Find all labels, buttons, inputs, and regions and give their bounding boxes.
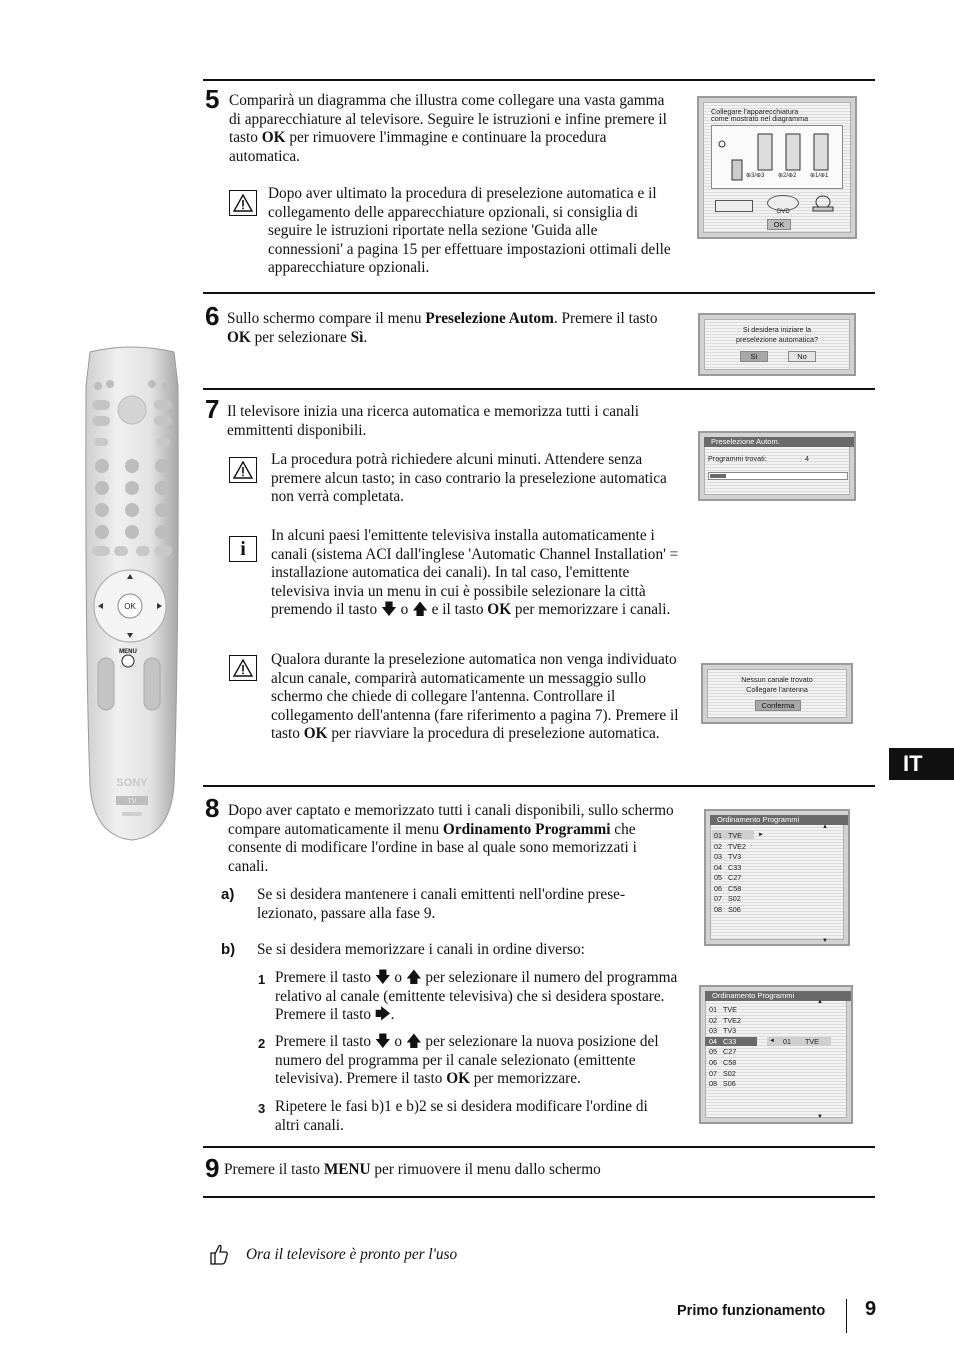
- arrow-up-icon: 🡅: [412, 601, 428, 619]
- program-row: [709, 1037, 736, 1046]
- program-number: 01: [714, 831, 722, 840]
- remote-brand: SONY: [116, 777, 148, 789]
- program-number: 05: [714, 873, 722, 882]
- section-divider: [203, 1196, 875, 1198]
- scart-1-label: ⊕1/⊕1: [810, 173, 829, 179]
- step-8-number: 8: [205, 793, 220, 823]
- step-6-text: Sullo schermo compare il menu Preselezione Autom. Premere il tasto OK per selezionare Sì.: [227, 310, 658, 346]
- program-row: [714, 831, 742, 840]
- progress-bar-fill: [710, 474, 726, 478]
- scart-3-label: ⊕3/⊕3: [746, 173, 765, 179]
- program-name: C58: [723, 1058, 737, 1067]
- program-name: S02: [723, 1068, 736, 1078]
- program-name: TVE: [728, 831, 742, 840]
- remote-ok-label: OK: [124, 602, 136, 611]
- arrow-up-icon: 🡅: [405, 1033, 422, 1050]
- step-7-info-text: In alcuni paesi l'emittente televisiva installa automaticamente i canali (sistema ACI dall'inglese 'Automatic Channel Installation' = installazione automatica dei canali). In tal caso, l'emittente televisiva invia un menu in cui è possibile selezionare la città premendo il tasto 🡇 o 🡅 e il tasto OK per memorizzare i canali.: [271, 527, 679, 619]
- thumbs-up-icon: [208, 1242, 230, 1266]
- substep-1-text: Premere il tasto 🡇 o 🡅 per selezionare il numero del programma relativo al canale (emittente televisiva) che si desidera spostare. Premere il tasto 🡆.: [275, 969, 678, 1024]
- moving-program-name: TVE: [805, 1037, 819, 1046]
- program-row: [709, 1079, 736, 1088]
- program-row: [709, 1026, 736, 1035]
- screen-line: preselezione automatica?: [736, 335, 818, 344]
- tv-rear-panel: [711, 125, 843, 189]
- program-row: [714, 905, 741, 914]
- warning-icon: [229, 655, 257, 681]
- option-b-label: b): [221, 941, 236, 958]
- info-icon: i: [229, 536, 257, 562]
- screen-line: come mostrato nel diagramma: [711, 114, 809, 123]
- moving-program-box: [767, 1037, 831, 1046]
- program-name: TVE2: [723, 1015, 741, 1025]
- warning-icon: [229, 190, 257, 216]
- program-number: 04: [714, 862, 722, 872]
- vcr-icon: [715, 200, 753, 212]
- dvd-label: DVD: [777, 209, 790, 215]
- option-a-text: Se si desidera mantenere i canali emittenti nell'ordine prese-lezionato, passare alla fase 9.: [257, 886, 626, 922]
- step-8-text: Dopo aver captato e memorizzato tutti i canali disponibili, sullo schermo compare automaticamente il menu Ordinamento Programmi che consente di modificare l'ordine in base al quale sono memorizzati i canali.: [228, 802, 674, 875]
- program-name: C27: [728, 873, 742, 882]
- screen-line: Collegare l'antenna: [746, 685, 808, 694]
- ready-note: Ora il televisore è pronto per l'uso: [246, 1246, 458, 1263]
- program-row: [714, 873, 741, 882]
- pointer-arrow-icon: ►: [758, 832, 764, 838]
- program-number: 03: [714, 852, 722, 861]
- step-5-text: Comparirà un diagramma che illustra come collegare una vasta gamma di apparecchiature al televisore. Seguire le istruzioni e infine premere il tasto OK per rimuovere l'immagine e continuare la procedura automatica.: [229, 92, 667, 165]
- arrow-right-icon: 🡆: [374, 1006, 391, 1024]
- substep-1-number: 1: [258, 972, 266, 987]
- progress-bar: [708, 472, 848, 480]
- screen-line: Nessun canale trovato: [741, 675, 813, 684]
- program-number: 02: [714, 841, 722, 851]
- program-sort-screen-2: [699, 985, 853, 1124]
- screen-title-bar: Ordinamento Programmi: [705, 991, 851, 1001]
- program-name: TVE2: [728, 841, 746, 851]
- program-number: 01: [709, 1005, 717, 1014]
- arrow-down-icon: 🡇: [374, 1033, 391, 1050]
- program-number: 06: [709, 1058, 717, 1067]
- arrow-down-icon: 🡇: [374, 969, 391, 986]
- program-row: [714, 884, 741, 893]
- warning-icon: [229, 457, 257, 483]
- scroll-down-icon: ▼: [822, 938, 828, 944]
- screen-title-bar: Ordinamento Programmi: [710, 815, 848, 825]
- program-row: [714, 842, 746, 851]
- step-9-number: 9: [205, 1153, 220, 1183]
- program-name: S02: [728, 894, 741, 903]
- program-row: [709, 1058, 736, 1067]
- program-sort-screen-1: [704, 809, 850, 946]
- auto-preset-confirm-screen: [698, 313, 856, 376]
- program-row: [709, 1069, 736, 1078]
- program-name: C33: [723, 1036, 737, 1046]
- program-number: 06: [714, 883, 722, 893]
- step-7-number: 7: [205, 394, 220, 424]
- step-7-text: Il televisore inizia una ricerca automatica e memorizza tutti i canali emmittenti disponibili.: [227, 403, 639, 439]
- substep-3-number: 3: [258, 1101, 266, 1116]
- program-number: 02: [709, 1015, 717, 1025]
- program-name: C27: [723, 1047, 737, 1057]
- screen-line: Si desidera iniziare la: [742, 325, 812, 334]
- screen-ok-button: OK: [767, 219, 791, 230]
- remote-control-illustration: [82, 346, 182, 844]
- program-row: [714, 894, 741, 903]
- remote-menu-label: MENU: [119, 649, 137, 655]
- auto-preset-progress-screen: [698, 431, 856, 501]
- step-5-warning-text: Dopo aver ultimato la procedura di preselezione automatica e il collegamento delle apparecchiature opzionali, si consiglia di seguire le istruzioni riportate nella sezione 'Guida alle connessioni' a pagina 15 per effettuare impostazioni ottimali delle apparecchiature opzionali.: [268, 185, 671, 277]
- scroll-up-icon: ▲: [817, 999, 823, 1005]
- step-6-number: 6: [205, 301, 220, 331]
- page-number: 9: [865, 1298, 877, 1320]
- footer-section-label: Primo funzionamento: [677, 1303, 826, 1319]
- program-number: 07: [709, 1068, 717, 1078]
- language-tab: IT: [889, 748, 954, 780]
- program-row: [709, 1016, 741, 1025]
- program-row: [714, 852, 741, 861]
- program-name: S06: [723, 1079, 736, 1089]
- program-row: [714, 863, 741, 872]
- program-name: C33: [728, 862, 742, 872]
- program-name: TVE: [723, 1005, 737, 1014]
- program-number: 08: [714, 904, 722, 914]
- program-row: [709, 1005, 737, 1014]
- program-name: C58: [728, 883, 742, 893]
- screen-yes-button: Sì: [740, 351, 768, 362]
- section-divider: [203, 292, 875, 294]
- moving-program-num: 01: [783, 1037, 791, 1046]
- program-number: 08: [709, 1079, 717, 1089]
- program-name: S06: [728, 904, 741, 914]
- programs-found-label: Programmi trovati:: [708, 454, 767, 463]
- section-divider: [203, 785, 875, 787]
- no-channel-screen: [701, 663, 853, 724]
- program-number: 03: [709, 1026, 717, 1036]
- connection-diagram-screen: [697, 96, 857, 239]
- footer-divider: [846, 1299, 847, 1333]
- screen-title-bar: Preselezione Autom.: [704, 437, 854, 447]
- remote-tv-label: TV: [127, 798, 137, 805]
- section-divider: [203, 79, 875, 81]
- program-number: 05: [709, 1047, 717, 1057]
- program-number: 07: [714, 894, 722, 903]
- program-name: TV3: [723, 1026, 737, 1036]
- screen-confirm-button: Conferma: [755, 700, 801, 711]
- screen-line: Collegare l'apparecchiatura: [711, 107, 799, 116]
- screen-no-button: No: [788, 351, 816, 362]
- step-7-warning-text: La procedura potrà richiedere alcuni minuti. Attendere senza premere alcun tasto; in caso contrario la preselezione automatica non verrà completata.: [271, 451, 667, 506]
- program-name: TV3: [728, 852, 742, 861]
- step-7-no-channel-warning: Qualora durante la preselezione automatica non venga individuato alcun canale, comparirà automaticamente un messaggio sullo schermo che chiede di collegare l'antenna. Controllare il collegamento dell'antenna (fare riferimento a pagina 7). Premere il tasto OK per riavviare la procedura di preselezione automatica.: [271, 651, 679, 743]
- substep-2-text: Premere il tasto 🡇 o 🡅 per selezionare la nuova posizione del numero del programma per il canale selezionato (emittente televisiva). Premere il tasto OK per memorizzare.: [275, 1033, 659, 1088]
- programs-found-count: 4: [805, 454, 809, 463]
- substep-3-text: Ripetere le fasi b)1 e b)2 se si desidera modificare l'ordine di altri canali.: [275, 1098, 648, 1134]
- step-9-text: Premere il tasto MENU per rimuovere il menu dallo schermo: [224, 1161, 601, 1178]
- program-row: [709, 1047, 736, 1056]
- scroll-down-icon: ▼: [817, 1114, 823, 1120]
- section-divider: [203, 1146, 875, 1148]
- section-divider: [203, 388, 875, 390]
- scart-2-label: ⊕2/⊕2: [778, 173, 797, 179]
- option-b-text: Se si desidera memorizzare i canali in ordine diverso:: [257, 941, 585, 958]
- option-a-label: a): [221, 886, 235, 903]
- arrow-up-icon: 🡅: [405, 969, 422, 986]
- substep-2-number: 2: [258, 1036, 266, 1051]
- satellite-dish-icon: [811, 194, 835, 212]
- step-5-number: 5: [205, 84, 220, 114]
- program-number: 04: [709, 1036, 717, 1046]
- scroll-up-icon: ▲: [822, 824, 828, 830]
- arrow-down-icon: 🡇: [381, 601, 397, 619]
- pointer-arrow-icon: ◄: [769, 1038, 775, 1044]
